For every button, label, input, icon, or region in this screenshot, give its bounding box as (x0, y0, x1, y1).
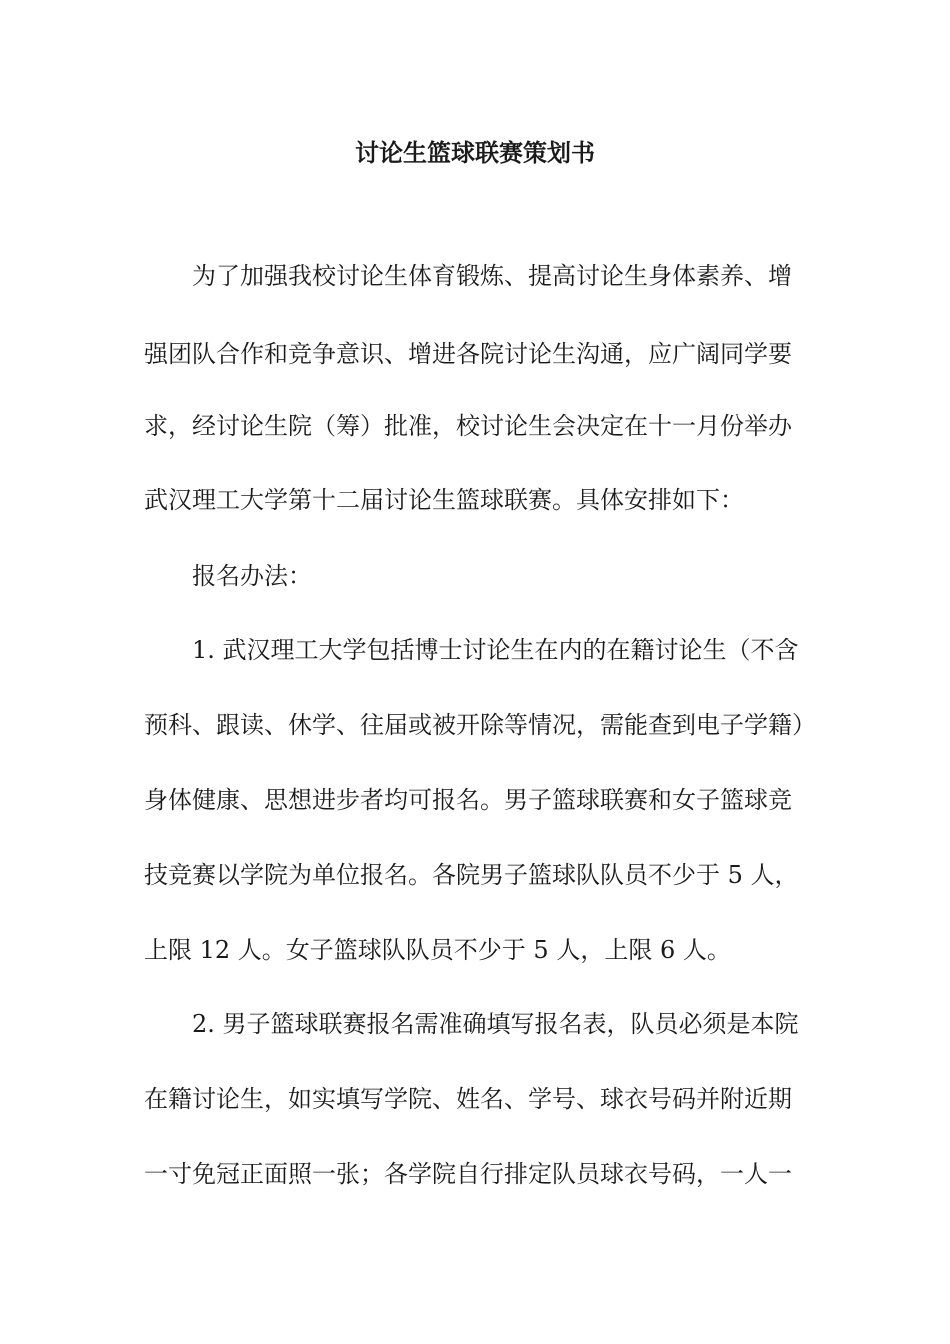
section-heading: 报名办法： (192, 562, 312, 590)
paragraph-line: 求，经讨论生院（筹）批准，校讨论生会决定在十一月份举办 (144, 412, 792, 440)
paragraph-line: 武汉理工大学第十二届讨论生篮球联赛。具体安排如下： (144, 486, 744, 514)
paragraph-line: 1. 武汉理工大学包括博士讨论生在内的在籍讨论生（不含 (192, 636, 799, 664)
paragraph-line: 上限 12 人。女子篮球队队员不少于 5 人，上限 6 人。 (144, 936, 731, 964)
paragraph-line: 在籍讨论生，如实填写学院、姓名、学号、球衣号码并附近期 (144, 1085, 792, 1113)
paragraph-line: 2. 男子篮球联赛报名需准确填写报名表，队员必须是本院 (192, 1010, 799, 1038)
paragraph-line: 身体健康、思想进步者均可报名。男子篮球联赛和女子篮球竞 (144, 786, 792, 814)
paragraph-line: 强团队合作和竞争意识、增进各院讨论生沟通，应广阔同学要 (144, 340, 792, 368)
paragraph-line: 一寸免冠正面照一张；各学院自行排定队员球衣号码，一人一 (144, 1160, 792, 1188)
paragraph-line: 技竞赛以学院为单位报名。各院男子篮球队队员不少于 5 人， (144, 861, 799, 889)
paragraph-line: 预科、跟读、休学、往届或被开除等情况，需能查到电子学籍） (144, 711, 816, 739)
paragraph-line: 为了加强我校讨论生体育锻炼、提高讨论生身体素养、增 (192, 262, 792, 290)
document-title: 讨论生篮球联赛策划书 (355, 138, 595, 167)
